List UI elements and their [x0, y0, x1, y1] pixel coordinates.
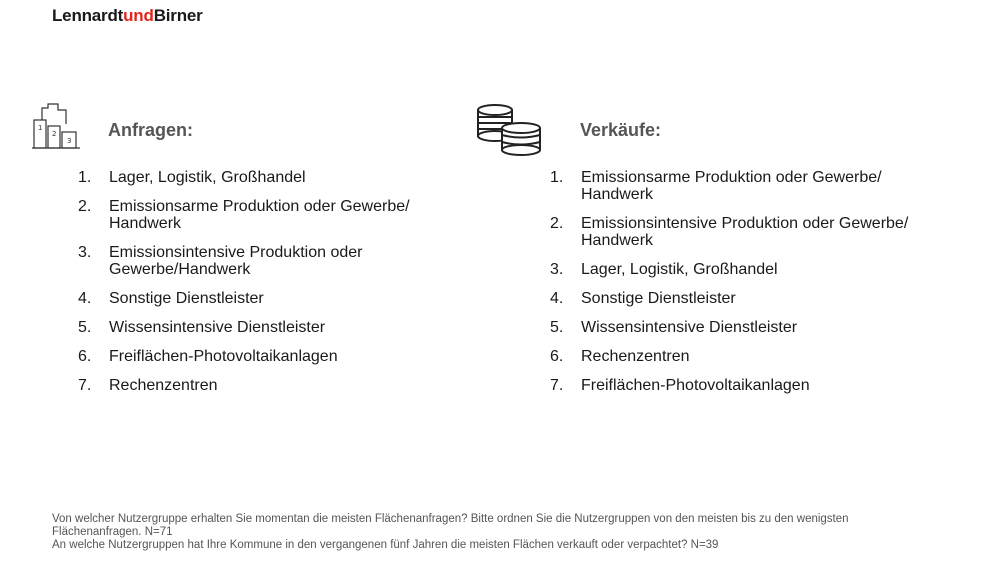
- verkaeufe-list: [550, 169, 950, 406]
- rank-number: 3.: [78, 244, 92, 261]
- rank-label: Sonstige Dienstleister: [581, 290, 736, 307]
- anfragen-item-5: [78, 319, 448, 336]
- anfragen-item-4: [78, 290, 448, 307]
- rank-label: Rechenzentren: [581, 348, 690, 365]
- rank-label: Emissionsintensive Produktion oder Gewerbe/Handwerk: [109, 244, 363, 278]
- rank-label: Emissionsarme Produktion oder Gewerbe/ Handwerk: [581, 169, 882, 203]
- rank-number: 2.: [78, 198, 92, 215]
- rank-number: 2.: [550, 215, 564, 232]
- podium-number-1: 1: [38, 124, 43, 132]
- rank-label: Lager, Logistik, Großhandel: [109, 169, 306, 186]
- rank-number: 4.: [78, 290, 92, 307]
- anfragen-item-7: [78, 377, 448, 394]
- verkaeufe-item-1: [550, 169, 950, 203]
- rank-number: 1.: [550, 169, 564, 186]
- rank-label: Sonstige Dienstleister: [109, 290, 264, 307]
- anfragen-item-6: [78, 348, 448, 365]
- rank-label: Wissensintensive Dienstleister: [581, 319, 798, 336]
- verkaeufe-item-7: [550, 377, 950, 394]
- verkaeufe-item-3: [550, 261, 950, 278]
- rank-number: 6.: [78, 348, 92, 365]
- rank-number: 7.: [550, 377, 564, 394]
- rank-label: Lager, Logistik, Großhandel: [581, 261, 778, 278]
- verkaeufe-item-4: [550, 290, 950, 307]
- coins-icon: [472, 100, 548, 167]
- rank-number: 6.: [550, 348, 564, 365]
- anfragen-item-3: [78, 244, 448, 278]
- anfragen-title: Anfragen:: [108, 120, 193, 140]
- verkaeufe-item-6: [550, 348, 950, 365]
- rank-label: Emissionsintensive Produktion oder Gewerbe/ Handwerk: [581, 215, 909, 249]
- brand-logo: [52, 6, 203, 26]
- rank-label: Freiflächen-Photovoltaikanlagen: [581, 377, 810, 394]
- footnote-question-2: An welche Nutzergruppen hat Ihre Kommune in den vergangenen fünf Jahren die meisten Flächen verkauft oder verpachtet? N=39: [52, 539, 719, 551]
- rank-number: 1.: [78, 169, 92, 186]
- anfragen-item-2: [78, 198, 448, 232]
- rank-number: 7.: [78, 377, 92, 394]
- podium-number-2: 2: [52, 130, 57, 138]
- verkaeufe-item-5: [550, 319, 950, 336]
- verkaeufe-title: Verkäufe:: [580, 120, 662, 140]
- brand-logo-part-3: Birner: [153, 6, 203, 25]
- rank-label: Rechenzentren: [109, 377, 218, 394]
- rank-label: Freiflächen-Photovoltaikanlagen: [109, 348, 338, 365]
- survey-footnote: [52, 513, 932, 552]
- footnote-question-1: Von welcher Nutzergruppe erhalten Sie momentan die meisten Flächenanfragen? Bitte ordnen Sie die Nutzergruppen von den meisten bis zu den wenigsten Flächenanfragen. N=71: [52, 513, 849, 538]
- rank-label: Wissensintensive Dienstleister: [109, 319, 326, 336]
- podium-number-3: 3: [67, 137, 72, 145]
- anfragen-list: [78, 169, 448, 406]
- brand-logo-part-2: und: [123, 6, 154, 25]
- rank-number: 5.: [550, 319, 564, 336]
- anfragen-item-1: [78, 169, 448, 186]
- verkaeufe-item-2: [550, 215, 950, 249]
- brand-logo-part-1: Lennardt: [52, 6, 124, 25]
- podium-icon: [30, 100, 84, 157]
- rank-label: Emissionsarme Produktion oder Gewerbe/ Handwerk: [109, 198, 410, 232]
- rank-number: 3.: [550, 261, 564, 278]
- rank-number: 4.: [550, 290, 564, 307]
- rank-number: 5.: [78, 319, 92, 336]
